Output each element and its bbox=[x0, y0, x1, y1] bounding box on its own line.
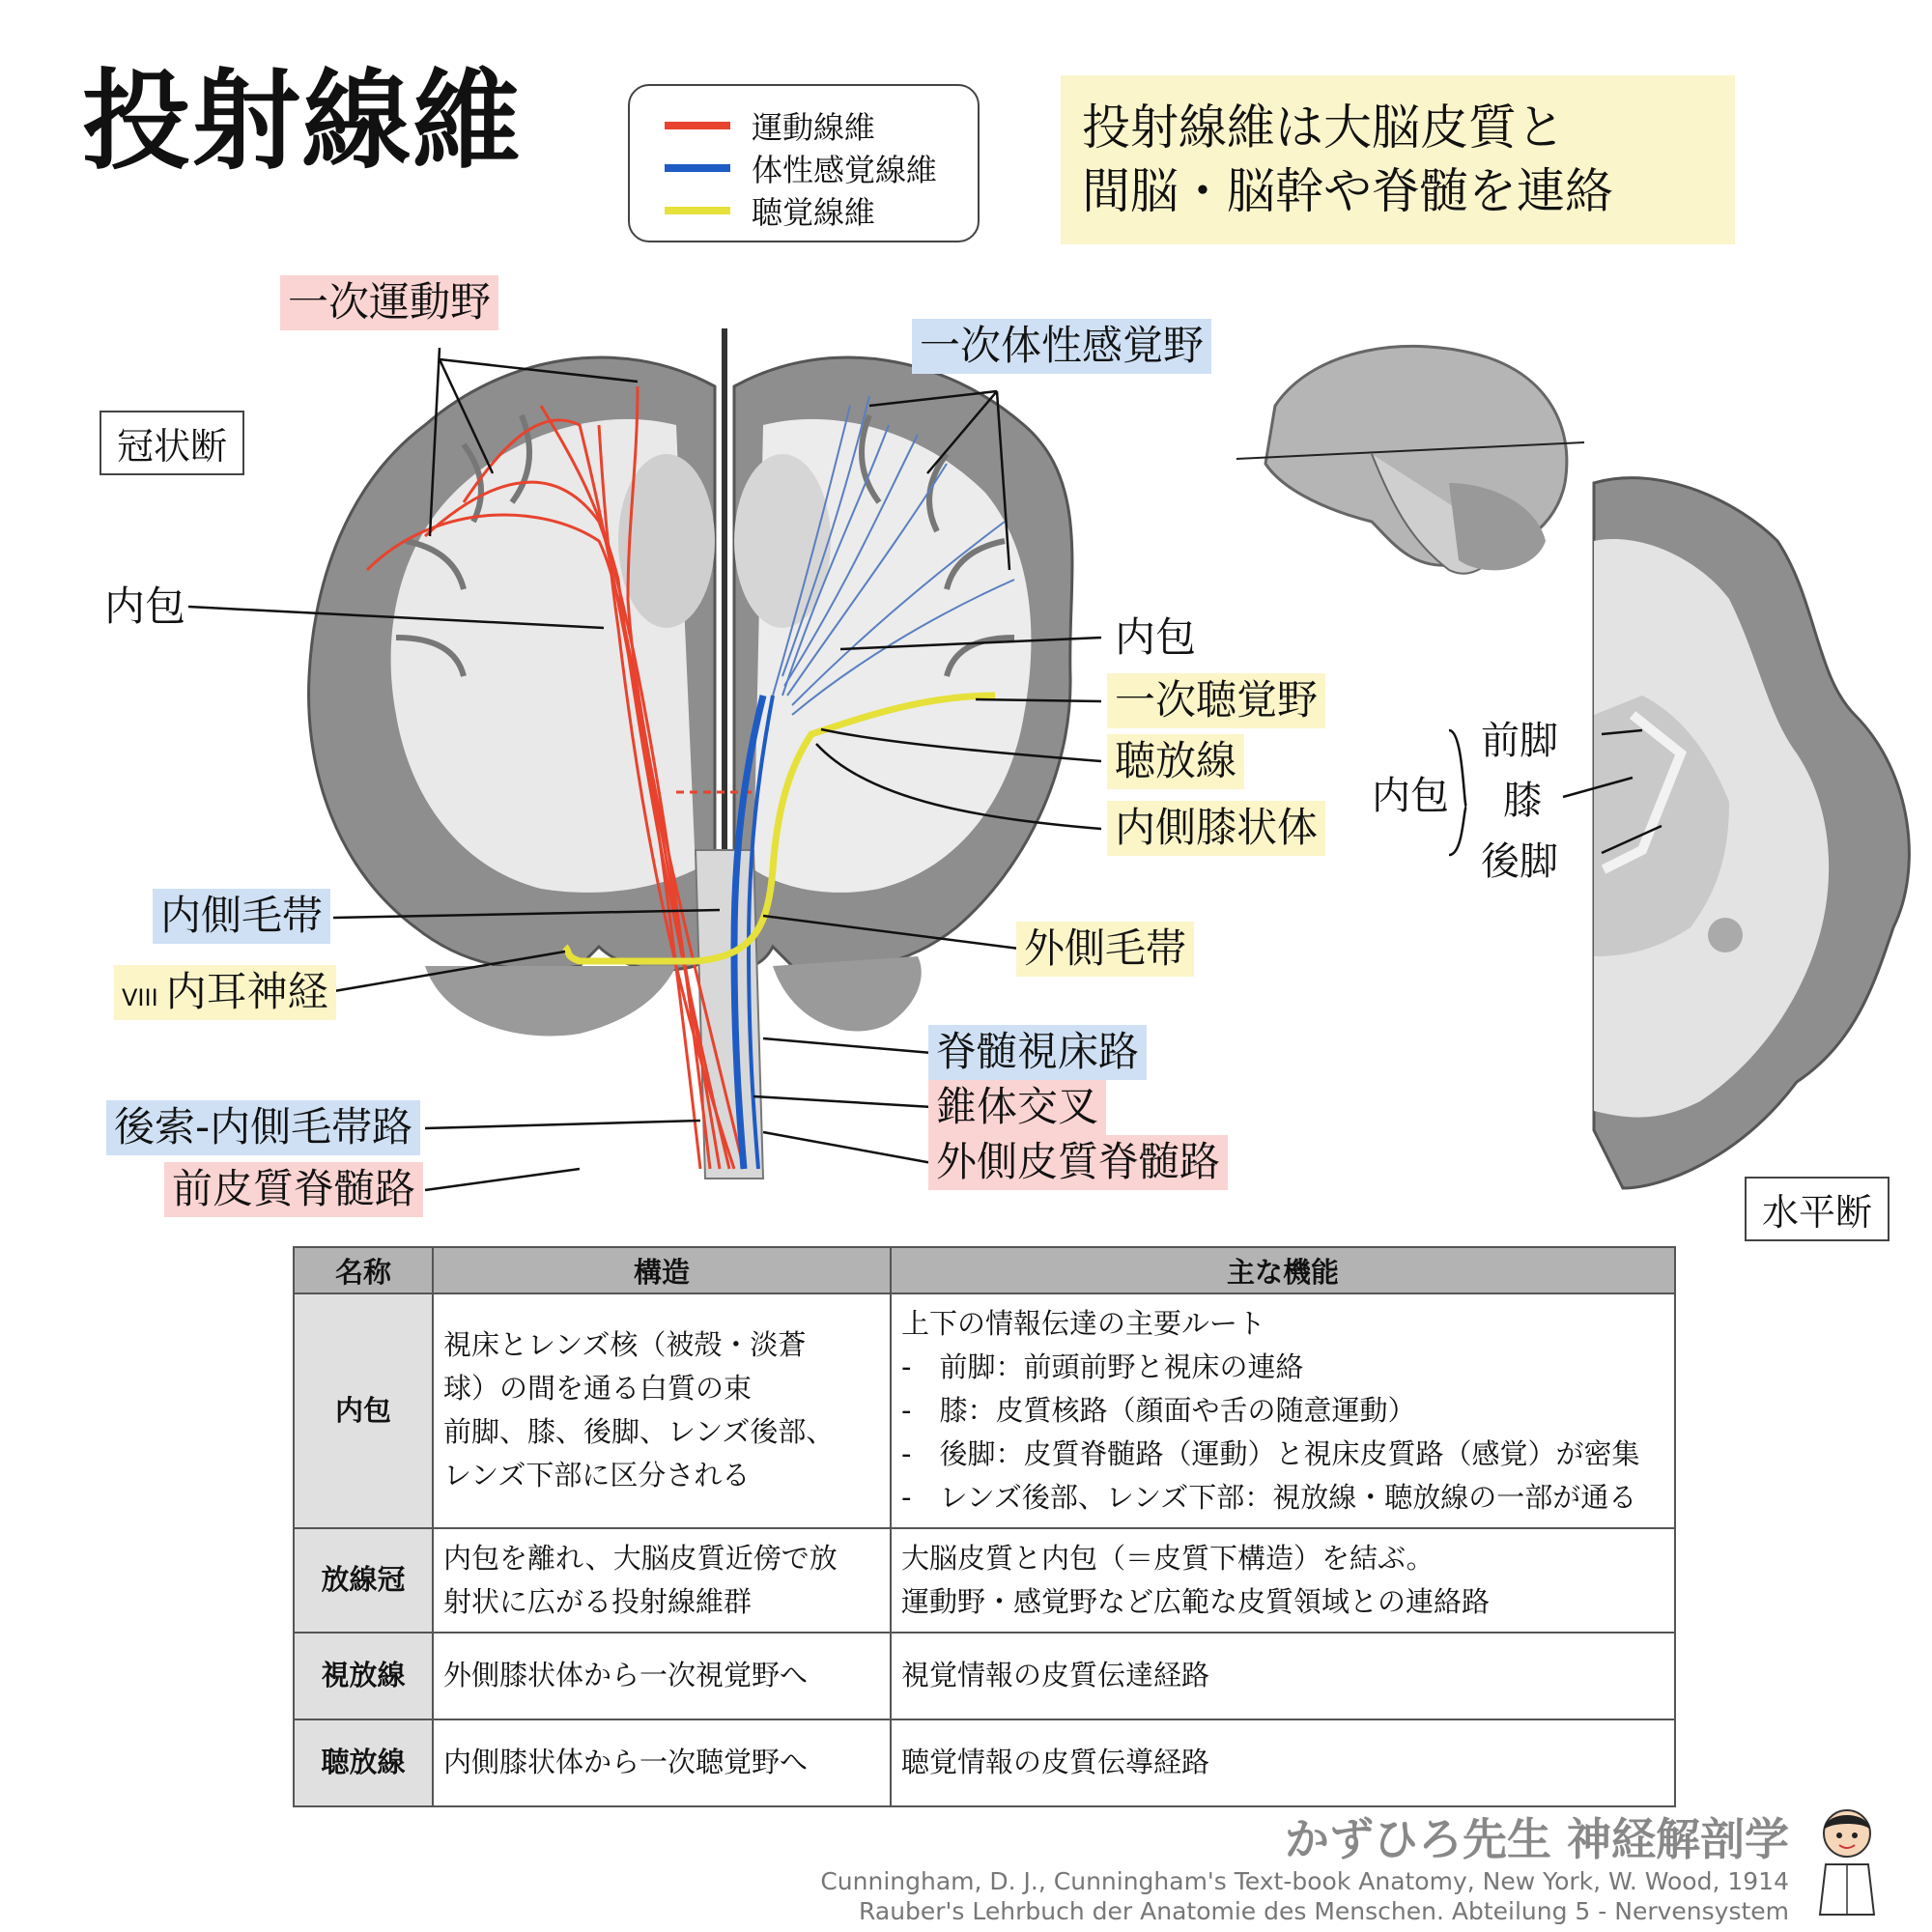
label-lateral-lemniscus: 外側毛帯 bbox=[1016, 922, 1194, 977]
view-label-coronal: 冠状断 bbox=[99, 411, 244, 475]
table-row bbox=[294, 1293, 1675, 1528]
citation-1: Cunningham, D. J., Cunningham's Text-book Anatomy, New York, W. Wood, 1914 bbox=[820, 1867, 1789, 1895]
function-line: - レンズ後部、レンズ下部：視放線・聴放線の一部が通る bbox=[901, 1480, 1637, 1514]
table-cell-name: 視放線 bbox=[294, 1633, 433, 1719]
function-line: - 膝：皮質核路（顔面や舌の随意運動） bbox=[901, 1393, 1416, 1427]
table-row bbox=[294, 1719, 1675, 1806]
table-header-row bbox=[294, 1247, 1675, 1293]
table-cell-function: 聴覚情報の皮質伝導経路 bbox=[891, 1719, 1675, 1806]
ic-parts-title: 内包 bbox=[1372, 774, 1449, 818]
table-row bbox=[294, 1633, 1675, 1719]
structure-line: 球）の間を通る白質の束 bbox=[443, 1372, 753, 1406]
summary-line-2: 間脳・脳幹や脊髄を連絡 bbox=[1082, 163, 1613, 219]
table-cell-structure bbox=[433, 1528, 891, 1633]
label-primary-auditory: 一次聴覚野 bbox=[1107, 673, 1325, 728]
table-cell-function: 視覚情報の皮質伝達経路 bbox=[891, 1633, 1675, 1719]
left-cerebellum bbox=[425, 966, 676, 1036]
table-row bbox=[294, 1528, 1675, 1633]
table-cell-name: 聴放線 bbox=[294, 1719, 433, 1806]
brand-name: かずひろ先生 神経解剖学 bbox=[1284, 1813, 1789, 1865]
table-cell-function bbox=[891, 1528, 1675, 1633]
table-cell-structure: 外側膝状体から一次視覚野へ bbox=[433, 1633, 891, 1719]
structure-line: 前脚、膝、後脚、レンズ後部、 bbox=[443, 1415, 835, 1449]
label-internal-capsule-right: 内包 bbox=[1115, 613, 1197, 661]
structure-line: 視床とレンズ核（被殻・淡蒼 bbox=[443, 1328, 807, 1362]
label-anterior-corticospinal: 前皮質脊髄路 bbox=[164, 1162, 423, 1217]
function-line: 運動野・感覚野など広範な皮質領域との連絡路 bbox=[901, 1584, 1491, 1618]
summary-line-1: 投射線維は大脳皮質と bbox=[1082, 99, 1565, 156]
legend-label-motor: 運動線維 bbox=[752, 109, 876, 146]
table-cell-name: 内包 bbox=[294, 1293, 433, 1528]
label-primary-somatosensory: 一次体性感覚野 bbox=[912, 319, 1211, 374]
label-internal-capsule-left: 内包 bbox=[104, 582, 186, 630]
table-header-function: 主な機能 bbox=[891, 1247, 1675, 1293]
table-cell-function bbox=[891, 1293, 1675, 1528]
table-header-structure: 構造 bbox=[433, 1247, 891, 1293]
label-acoustic-radiation: 聴放線 bbox=[1107, 734, 1244, 789]
structure-line: 内包を離れ、大脳皮質近傍で放 bbox=[443, 1541, 838, 1575]
function-line: - 後脚：皮質脊髄路（運動）と視床皮質路（感覚）が密集 bbox=[901, 1436, 1640, 1470]
view-label-horizontal: 水平断 bbox=[1745, 1177, 1889, 1241]
right-cerebellum bbox=[773, 956, 922, 1032]
table-cell-structure: 内側膝状体から一次聴覚野へ bbox=[433, 1719, 891, 1806]
function-line: 上下の情報伝達の主要ルート bbox=[901, 1307, 1266, 1340]
info-table bbox=[293, 1246, 1676, 1807]
page-title: 投射線維 bbox=[82, 59, 523, 185]
citation-2: Rauber's Lehrbuch der Anatomie des Menschen. Abteilung 5 - Nervensystem bbox=[859, 1897, 1789, 1925]
label-medial-lemniscus: 内側毛帯 bbox=[153, 889, 330, 944]
ic-posterior-limb: 後脚 bbox=[1481, 839, 1558, 884]
function-line: 大脳皮質と内包（＝皮質下構造）を結ぶ。 bbox=[901, 1541, 1435, 1575]
label-vestibulocochlear bbox=[114, 965, 336, 1020]
label-medial-geniculate: 内側膝状体 bbox=[1107, 801, 1325, 856]
label-vestibulocochlear-text: 内耳神経 bbox=[165, 968, 328, 1015]
sagittal-thumbnail bbox=[1236, 346, 1584, 573]
author-avatar bbox=[1812, 1803, 1882, 1917]
table-header-name: 名称 bbox=[294, 1247, 433, 1293]
legend-label-auditory: 聴覚線維 bbox=[752, 194, 876, 231]
label-lateral-corticospinal: 外側皮質脊髄路 bbox=[928, 1135, 1228, 1190]
legend-label-somatosensory: 体性感覚線維 bbox=[752, 152, 938, 188]
label-spinothalamic: 脊髄視床路 bbox=[928, 1025, 1147, 1080]
structure-line: レンズ下部に区分される bbox=[443, 1459, 751, 1492]
label-pyramidal-decussation: 錐体交叉 bbox=[928, 1080, 1106, 1135]
horizontal-section bbox=[1594, 478, 1909, 1188]
label-primary-motor: 一次運動野 bbox=[280, 275, 498, 330]
label-dcml: 後索-内側毛帯路 bbox=[106, 1100, 420, 1155]
table-cell-structure bbox=[433, 1293, 891, 1528]
table-cell-name: 放線冠 bbox=[294, 1528, 433, 1633]
label-vestibulocochlear-roman: VIII bbox=[122, 984, 158, 1011]
ic-anterior-limb: 前脚 bbox=[1481, 719, 1558, 763]
function-line: - 前脚：前頭前野と視床の連絡 bbox=[901, 1350, 1304, 1383]
structure-line: 射状に広がる投射線維群 bbox=[443, 1584, 753, 1618]
ic-genu: 膝 bbox=[1503, 779, 1542, 823]
